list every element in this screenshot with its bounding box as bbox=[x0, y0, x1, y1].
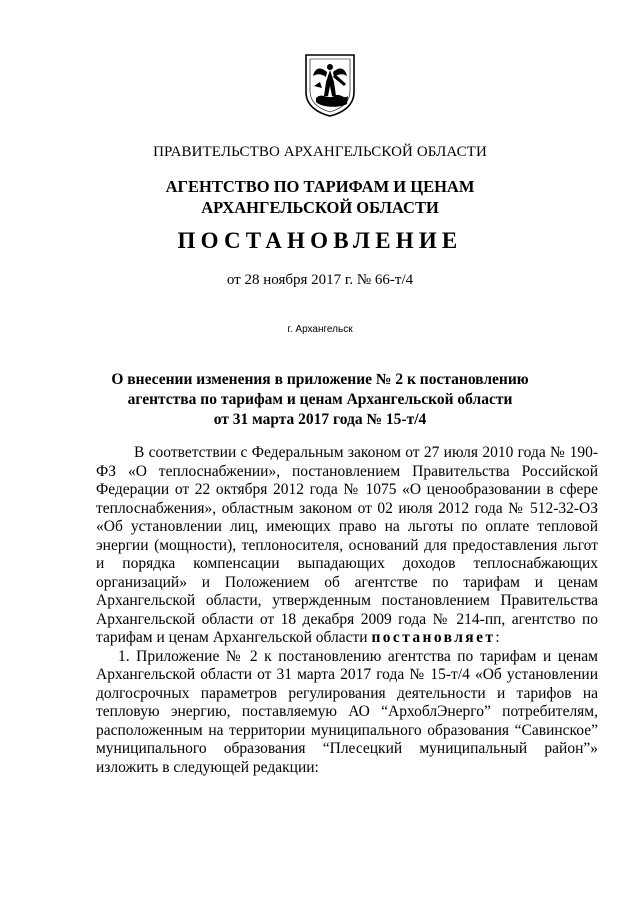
subject-line: О внесении изменения в приложение № 2 к постановлению bbox=[111, 371, 529, 388]
resolves-word: постановляет bbox=[371, 629, 496, 646]
government-name: ПРАВИТЕЛЬСТВО АРХАНГЕЛЬСКОЙ ОБЛАСТИ bbox=[153, 144, 487, 160]
agency-name-line: АРХАНГЕЛЬСКОЙ ОБЛАСТИ bbox=[201, 198, 439, 217]
document-type-title: ПОСТАНОВЛЕНИЕ bbox=[177, 228, 463, 253]
document-city: г. Архангельск bbox=[287, 324, 353, 335]
document-body bbox=[96, 444, 598, 777]
resolves-colon: : bbox=[495, 629, 500, 646]
subject-line: от 31 марта 2017 года № 15-т/4 bbox=[213, 411, 427, 428]
preamble-text: В соответствии с Федеральным законом от 27 июля 2010 года № 190-ФЗ «О теплоснабжении», постановлением Правительства Российской Федерации от 22 октября 2012 года № 1075 «О ценообразовании в сфере теплоснабжения», областным законом от 02 июля 2012 года № 512-32-ОЗ «Об установлении лиц, имеющих право на льготы по оплате тепловой энергии (мощности), теплоносителя, оснований для предоставления льгот и порядка компенсации выпадающих доходов теплоснабжающих организаций» и Положением об агентстве по тарифам и ценам Архангельской области, утвержденным постановлением Правительства Архангельской области от 18 декабря 2009 года № 214-пп, агентство по тарифам и ценам Архангельской области bbox=[96, 444, 598, 646]
agency-name bbox=[0, 176, 640, 218]
coat-of-arms-icon bbox=[302, 52, 358, 118]
document-date-number: от 28 ноября 2017 г. № 66-т/4 bbox=[226, 272, 414, 288]
agency-name-line: АГЕНТСТВО ПО ТАРИФАМ И ЦЕНАМ bbox=[165, 177, 475, 196]
document-subject bbox=[0, 370, 640, 430]
subject-line: агентства по тарифам и ценам Архангельской области bbox=[127, 391, 513, 408]
preamble-paragraph bbox=[96, 444, 598, 648]
item-1-paragraph: 1. Приложение № 2 к постановлению агентства по тарифам и ценам Архангельской области от 31 марта 2017 года № 15-т/4 «Об установлении долгосрочных параметров регулирования деятельности и тарифов на тепловую энергию, поставляемую АО “АрхоблЭнерго” потребителям, расположенным на территории муниципального образования “Савинское” муниципального образования “Плесецкий муниципальный район”» изложить в следующей редакции: bbox=[96, 647, 598, 776]
